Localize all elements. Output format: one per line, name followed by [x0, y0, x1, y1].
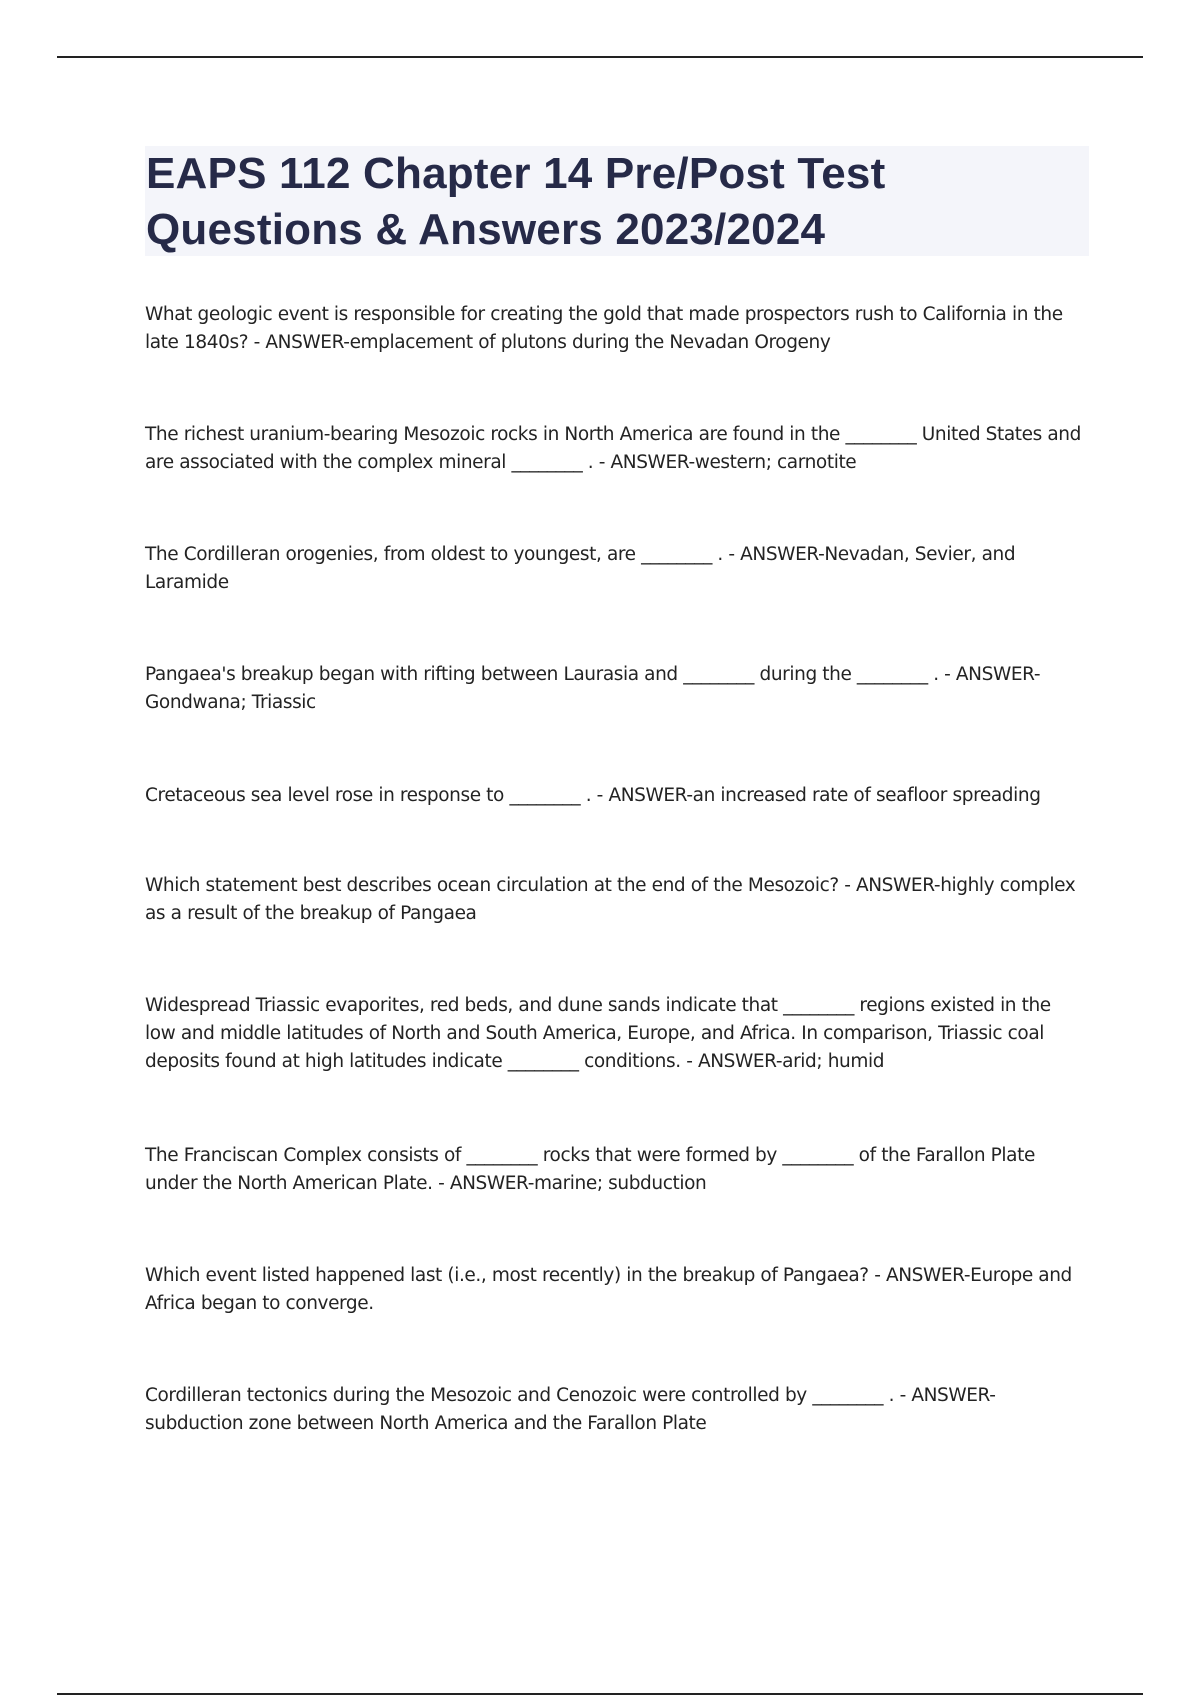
qa-item-10: Cordilleran tectonics during the Mesozoic and Cenozoic were controlled by ________ . - ANSWER-subduction zone between North America and the Farallon Plate [145, 1385, 996, 1434]
qa-item-9: Which event listed happened last (i.e., most recently) in the breakup of Pangaea? - ANSWER-Europe and Africa began to converge. [145, 1265, 1072, 1314]
qa-item-7: Widespread Triassic evaporites, red beds, and dune sands indicate that ________ regions existed in the low and middle latitudes of North and South America, Europe, and Africa. In comparison, Triassic coal deposits found at high latitudes indicate ________ conditions. - ANSWER-arid; humid [145, 995, 1051, 1072]
qa-item-3: The Cordilleran orogenies, from oldest to youngest, are ________ . - ANSWER-Nevadan, Sevier, and Laramide [145, 544, 1016, 593]
qa-item-4: Pangaea's breakup began with rifting between Laurasia and ________ during the ________ . - ANSWER-Gondwana; Triassic [145, 664, 1041, 713]
qa-item-5: Cretaceous sea level rose in response to ________ . - ANSWER-an increased rate of seafloor spreading [145, 785, 1041, 806]
qa-item-1: What geologic event is responsible for creating the gold that made prospectors rush to California in the late 1840s? - ANSWER-emplacement of plutons during the Nevadan Orogeny [145, 304, 1063, 353]
page-title: EAPS 112 Chapter 14 Pre/Post Test Questions & Answers 2023/2024 [146, 149, 886, 254]
top-divider [57, 56, 1143, 58]
qa-item-2: The richest uranium-bearing Mesozoic rocks in North America are found in the ________ United States and are associated with the complex mineral ________ . - ANSWER-western; carnotite [145, 424, 1081, 473]
bottom-divider [57, 1693, 1143, 1695]
qa-item-6: Which statement best describes ocean circulation at the end of the Mesozoic? - ANSWER-highly complex as a result of the breakup of Pangaea [145, 875, 1076, 924]
qa-item-8: The Franciscan Complex consists of ________ rocks that were formed by ________ of the Farallon Plate under the North American Plate. - ANSWER-marine; subduction [145, 1145, 1035, 1194]
